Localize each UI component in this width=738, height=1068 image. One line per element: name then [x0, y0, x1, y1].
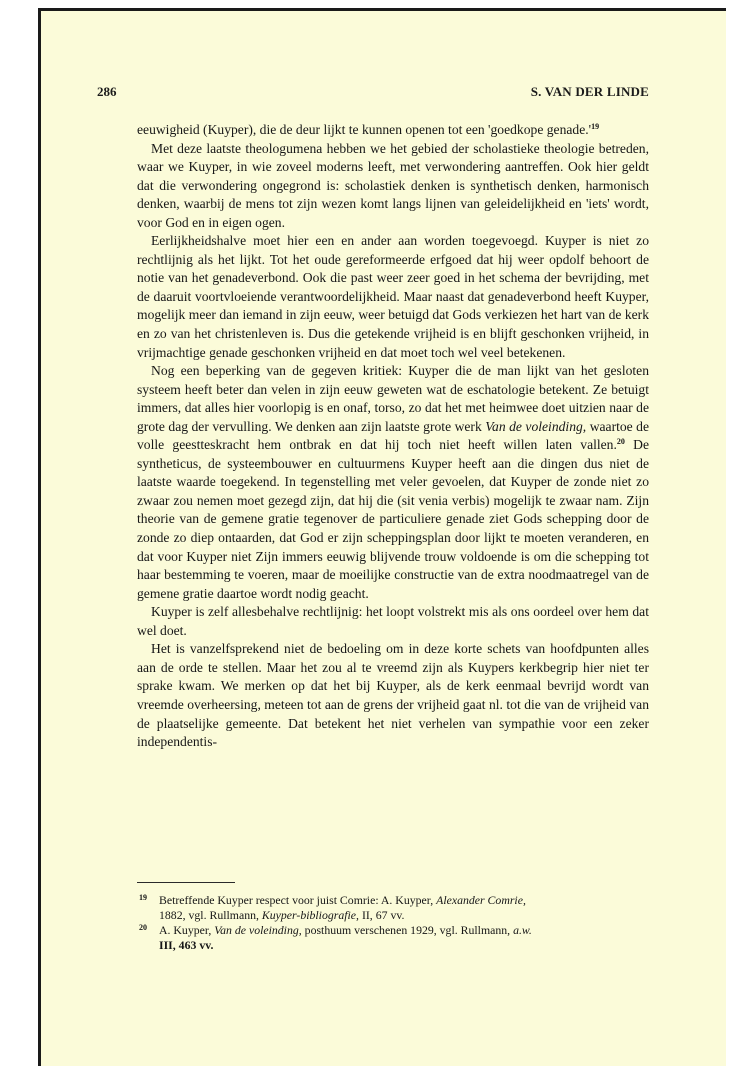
footnote-19-text-b: 1882, vgl. Rullmann, [159, 907, 259, 922]
footnotes [137, 893, 649, 953]
paragraph-4-text-c: De syntheticus, de systeembouwer en cultuurmens Kuyper heeft aan die dingen dus niet de laatste waarde toegekend. In tegenstelling met veler gevoelen, dat Kuyper de zonde niet zo zwaar zou nemen moet gezegd zijn, dat hij die (sit venia verbis) mogelijk te zwaar nam. Zijn theorie van de gemene gratie tegenover de particuliere genade ziet Gods schepping door de zonde zo diep ontaarden, dat God er zijn scheppingsplan door lijkt te moeten veranderen, en dat voor Kuyper niet Zijn immers eeuwig blijvende trouw voldoende is om die schepping tot haar bestemming te voeren, maar de moeilijke constructie van de extra noodmaatregel van de gemene gratie daartoe wordt nodig geacht. [137, 437, 650, 601]
paragraph-4-text-b: waartoe de volle geestteskracht hem ontbrak en dat hij toch niet heeft willen laten vallen. [137, 418, 650, 453]
footnote-ref-19: 19 [591, 122, 600, 131]
footnote-19-text-a: Betreffende Kuyper respect voor juist Comrie: A. Kuyper, [159, 893, 434, 907]
footnote-20 [137, 923, 649, 952]
footnote-19-text-c: II, 67 vv. [361, 907, 405, 922]
paragraph-2: Met deze laatste theologumena hebben we het gebied der scholastieke theologie betreden, waar we Kuyper, in wie zoveel moderns leeft, met verwondering aantreffen. Ook hier geldt dat die verwondering ongegrond is: scholastiek denken is synthetisch denken, harmonisch denken, waarbij de mens tot zijn wezen komt langs lijnen van geleidelijkheid en 'iets' wordt, voor God en in eigen ogen. [137, 140, 649, 230]
paragraph-1-text: eeuwigheid (Kuyper), die de deur lijkt te kunnen openen tot een 'goedkope genade.' [137, 122, 592, 137]
footnote-20-line-2: III, 463 vv. [159, 937, 214, 952]
footnote-19 [137, 893, 649, 922]
paragraph-6: Het is vanzelfsprekend niet de bedoeling om in deze korte schets van hoofdpunten alles aan de orde te stellen. Maar het zou al te vreemd zijn als Kuypers kerkbegrip hier niet ter sprake kwam. We merken op dat het bij Kuyper, als de kerk eenmaal bevrijd wordt van vreemde overheersing, meteen tot aan de grens der vrijheid gaat nl. tot die van de vrijheid van de plaatselijke gemeente. Dat betekent het niet verhelen van sympathie voor een zeker independentis- [137, 641, 649, 750]
footnote-ref-20: 20 [616, 437, 625, 447]
footnote-mark-20: 20 [139, 923, 147, 933]
footnote-20-line-1 [159, 923, 649, 938]
footnote-20-title: Van de voleinding, [214, 923, 302, 938]
paragraph-4 [137, 362, 649, 603]
footnote-rule [137, 882, 235, 883]
paragraph-5: Kuyper is zelf allesbehalve rechtlijnig: het loopt volstrekt mis als ons oordeel over hem dat wel doet. [137, 604, 649, 638]
footnote-19-line-2 [159, 908, 649, 923]
paragraph-1 [137, 121, 649, 140]
book-title-voleinding: Van de voleinding, [485, 418, 587, 434]
footnote-19-title-b: Kuyper-bibliografie, [261, 907, 359, 922]
footnote-20-aw: a.w. [513, 923, 532, 938]
paragraph-4-text-a: Nog een beperking van de gegeven kritiek: Kuyper die de man lijkt van het gesloten systeem heeft beter dan velen in zijn eeuw geweten wat de eschatologie betekent. Ze betuigt immers, dat alles hier voorlopig is en onaf, torso, zo dat het met heimwee doet uitzien naar de grote dag der vervulling. We denken aan zijn laatste grote werk [137, 363, 649, 434]
footnote-19-line-1 [159, 893, 649, 908]
body-text [137, 121, 649, 752]
paragraph-3: Eerlijkheidshalve moet hier een en ander aan worden toegevoegd. Kuyper is niet zo rechtlijnig als het lijkt. Tot het oude gereformeerde erfgoed dat hij weer opdolf behoort de notie van het genadeverbond. Ook die past weer zeer goed in het schema der bevrijding, met de daaruit voortvloeiende verantwoordelijkheid. Maar naast dat genadeverbond heeft Kuyper, mogelijk meer dan iemand in zijn eeuw, weer betuigd dat Gods verkiezen het hart van de kerk en zo van het christenleven is. Dus die getekende vrijheid is en blijft geschonken vrijheid, in vrijmachtige genade geschonken vrijheid en dat moet toch wel veel betekenen. [137, 233, 649, 360]
footnote-19-title-a: Alexander Comrie, [436, 893, 526, 907]
footnote-mark-19: 19 [139, 893, 147, 902]
page-number: 286 [97, 84, 117, 99]
footnote-20-text-a: A. Kuyper, [159, 923, 212, 938]
footnote-20-text-b: posthuum verschenen 1929, vgl. Rullmann, [304, 923, 511, 938]
running-title: S. VAN DER LINDE [530, 84, 649, 99]
